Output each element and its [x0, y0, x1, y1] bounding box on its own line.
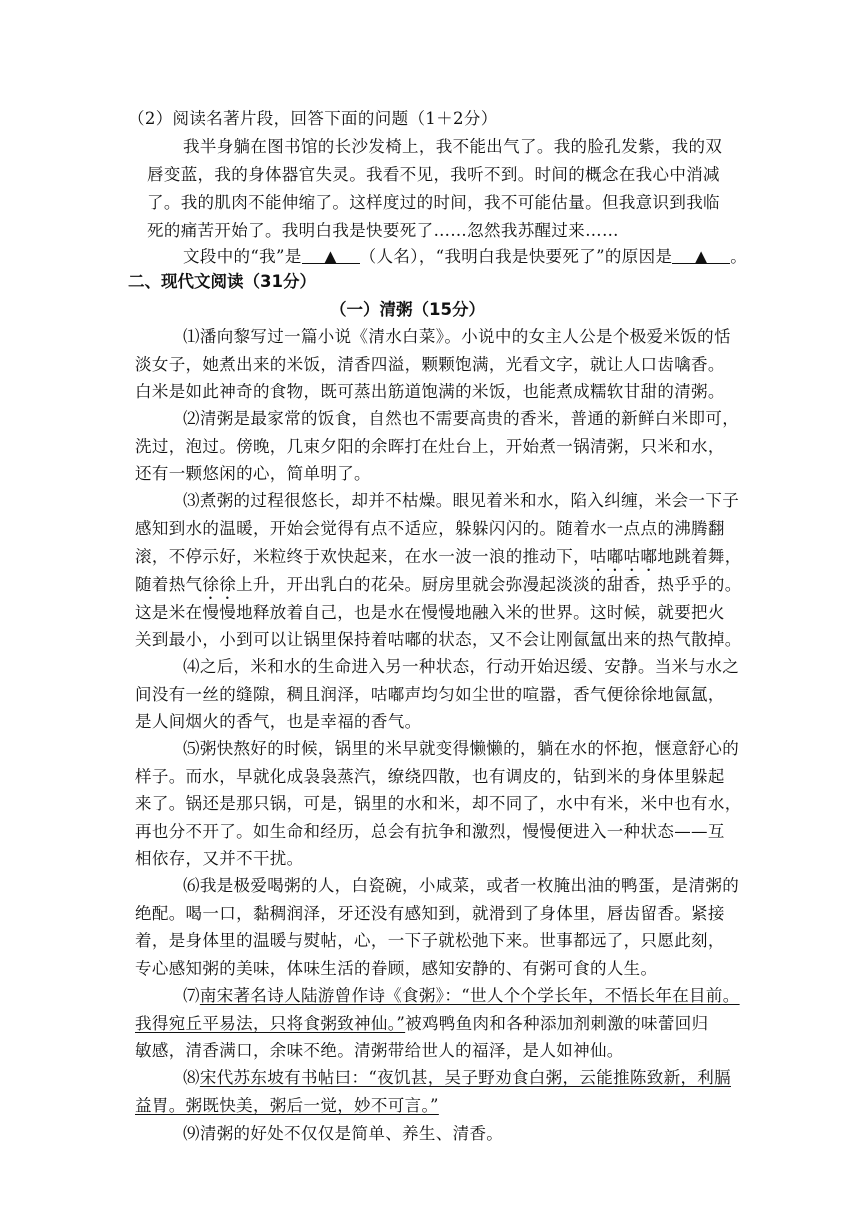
answer-blank-2[interactable]: ▲	[672, 243, 730, 264]
section-heading: 二、现代文阅读（31分）	[128, 272, 316, 291]
paragraph-line: 样子。而水，早就化成袅袅蒸汽，缭绕四散，也有调皮的，钻到米的身体里躲起	[135, 767, 725, 786]
paragraph-line: 随着热气徐徐上升，开出乳白的花朵。厨房里就会弥漫起淡淡的甜香，热乎乎的。	[135, 575, 742, 594]
paragraph-line: ⑹我是极爱喝粥的人，白瓷碗，小咸菜，或者一枚腌出油的鸭蛋，是清粥的	[183, 876, 740, 895]
paragraph-line: 我得宛丘平易法，只将食粥致神仙。”被鸡鸭鱼肉和各种添加剂刺激的味蕾回归	[135, 1014, 709, 1033]
paragraph-line: 洗过，泡过。傍晚，几束夕阳的余晖打在灶台上，开始煮一锅清粥，只米和水，	[135, 437, 725, 456]
emphasis-word: 咕嘟咕嘟	[589, 547, 658, 566]
paragraph-line: 淡女子，她煮出来的米饭，清香四溢，颗颗饱满，光看文字，就让人口齿噙香。	[135, 355, 725, 374]
paragraph-line: 关到最小，小到可以让锅里保持着咕嘟的状态，又不会让刚氤氲出来的热气散掉。	[135, 630, 742, 649]
paragraph-line: 再也分不开了。如生命和经历，总会有抗争和激烈，慢慢便进入一种状态——互	[135, 822, 725, 841]
paragraph-line: ⑴潘向黎写过一篇小说《清水白菜》。小说中的女主人公是个极爱米饭的恬	[183, 327, 731, 346]
article-title: （一）清粥（15分）	[330, 300, 485, 319]
paragraph-line: 着，是身体里的温暖与熨帖，心，一下子就松弛下来。世事都远了，只愿此刻，	[135, 931, 725, 950]
paragraph-line	[135, 1092, 735, 1120]
paragraph-line: ⑵清粥是最家常的饭食，自然也不需要高贵的香米，普通的新鲜白米即可，	[183, 409, 740, 428]
question-text-b: （人名），“我明白我是快要死了”的原因是	[359, 247, 673, 266]
passage-line: 死的痛苦开始了。我明白我是快要死了……忽然我苏醒过来……	[147, 221, 619, 240]
paragraph-line: 相依存，又并不干扰。	[135, 849, 304, 868]
paragraph-line: 白米是如此神奇的食物，既可蒸出筋道饱满的米饭，也能煮成糯软甘甜的清粥。	[135, 382, 725, 401]
underlined-quote: 我得宛丘平易法，只将食粥致神仙。”	[135, 1014, 406, 1033]
paragraph-line: 专心感知粥的美味，体味生活的眷顾，感知安静的、有粥可食的人生。	[135, 959, 658, 978]
paragraph-line: 间没有一丝的缝隙，稠且润泽，咕嘟声均匀如尘世的喧嚣，香气便徐徐地氤氲，	[135, 685, 725, 704]
underlined-quote: 益胃。粥既快美，粥后一觉，妙不可言。”	[135, 1096, 439, 1115]
paragraph-line: ⑶煮粥的过程很悠长，却并不枯燥。眼见着米和水，陷入纠缠，米会一下子	[183, 491, 740, 510]
question-end: 。	[730, 247, 748, 266]
emphasis-word: 徐徐	[202, 575, 237, 594]
question-text-a: 文段中的“我”是	[183, 247, 302, 266]
paragraph-line: ⑷之后，米和水的生命进入另一种状态，行动开始迟缓、安静。当米与水之	[183, 657, 740, 676]
paragraph-line: 这是米在慢慢地释放着自己，也是水在慢慢地融入米的世界。这时候，就要把火	[135, 603, 725, 622]
paragraph-line: 来了。锅还是那只锅，可是，锅里的水和米，却不同了，水中有米，米中也有水，	[135, 794, 742, 813]
answer-blank-1[interactable]: ▲	[302, 243, 360, 264]
paragraph-line: 敏感，清香满口，余味不绝。清粥带给世人的福泽，是人如神仙。	[135, 1041, 624, 1060]
paragraph-line: ⑻宋代苏东坡有书帖曰：“夜饥甚，吴子野劝食白粥，云能推陈致新，利膈	[183, 1068, 731, 1087]
paragraph-line: 还有一颗悠闲的心，简单明了。	[135, 464, 371, 483]
passage-line: 了。我的肌肉不能伸缩了。这样度过的时间，我不可能估量。但我意识到我临	[147, 193, 720, 212]
underlined-quote: 宋代苏东坡有书帖曰：“夜饥甚，吴子野劝食白粥，云能推陈致新，利膈	[199, 1068, 731, 1087]
paragraph-line: 滚，不停示好，米粒终于欢快起来，在水一波一浪的推动下，咕嘟咕嘟地跳着舞，	[135, 547, 742, 566]
paragraph-line: ⑺南宋著名诗人陆游曾作诗《食粥》：“世人个个学长年，不悟长年在目前。	[183, 986, 740, 1005]
passage-line: 唇变蓝，我的身体器官失灵。我看不见，我听不到。时间的概念在我心中消减	[147, 165, 720, 184]
question-2-title: （2）阅读名著片段，回答下面的问题（1＋2分）	[128, 109, 498, 128]
passage-line: 我半身躺在图书馆的长沙发椅上，我不能出气了。我的脸孔发紫，我的双	[183, 137, 723, 156]
paragraph-line: ⑼清粥的好处不仅仅是简单、养生、清香。	[183, 1124, 504, 1143]
paragraph-line: 是人间烟火的香气，也是幸福的香气。	[135, 712, 422, 731]
underlined-quote: 南宋著名诗人陆游曾作诗《食粥》：“世人个个学长年，不悟长年在目前。	[199, 986, 740, 1005]
paragraph-line: ⑸粥快熬好的时候，锅里的米早就变得懒懒的，躺在水的怀抱，惬意舒心的	[183, 739, 740, 758]
question-line	[183, 243, 783, 271]
paragraph-line: 感知到水的温暖，开始会觉得有点不适应，躲躲闪闪的。随着水一点点的沸腾翻	[135, 519, 725, 538]
paragraph-line: 绝配。喝一口，黏稠润泽，牙还没有感知到，就滑到了身体里，唇齿留香。紧接	[135, 904, 725, 923]
